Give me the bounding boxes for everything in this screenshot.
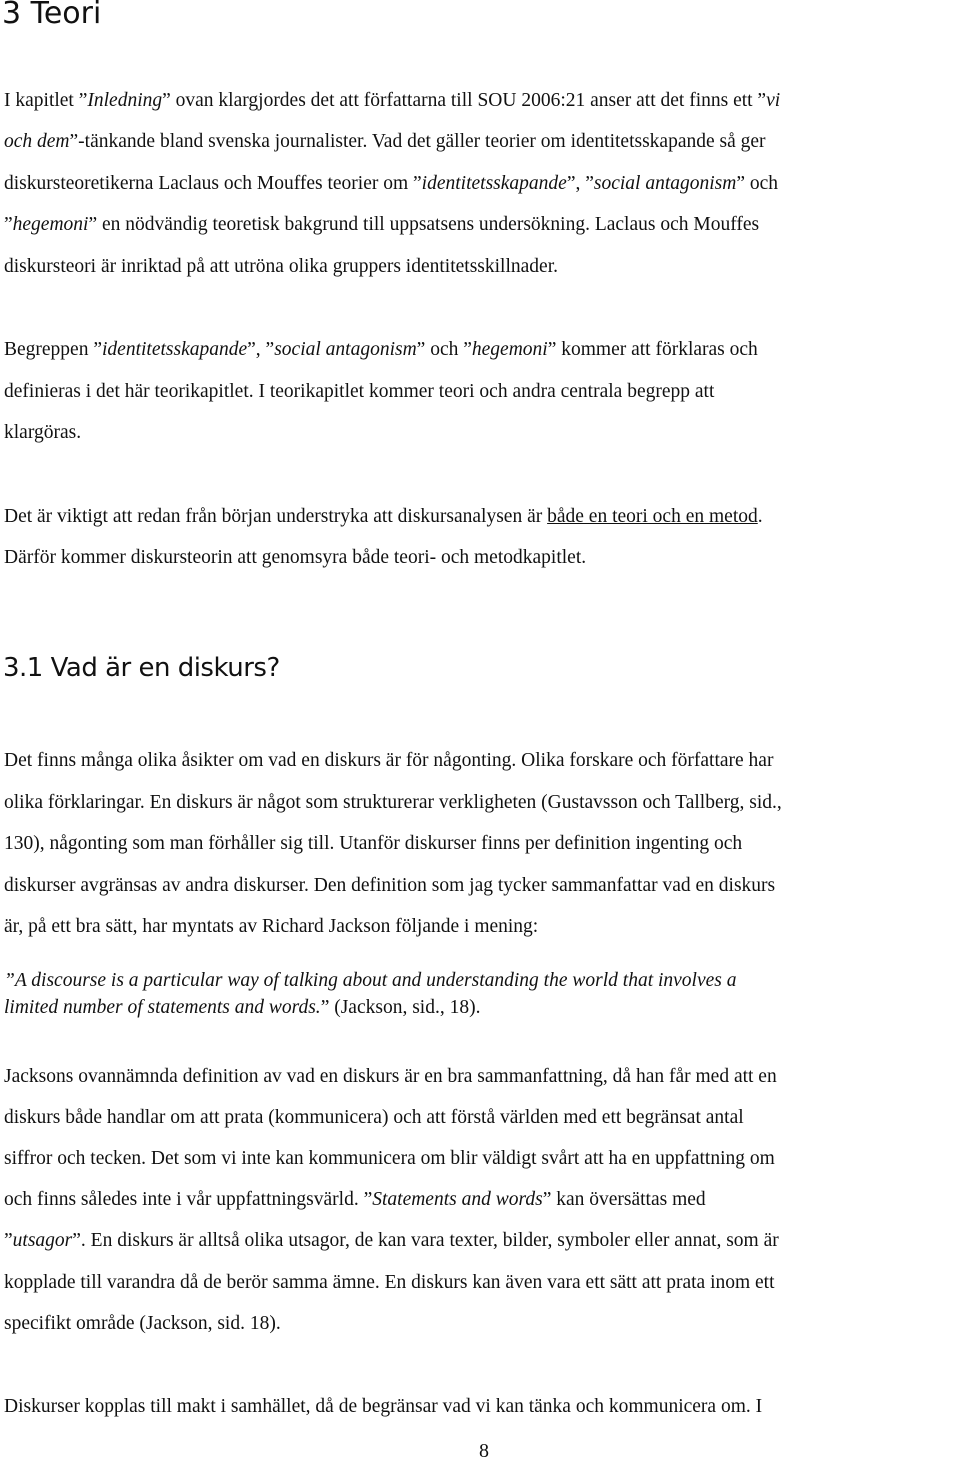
text-span: I kapitlet ” — [4, 90, 88, 111]
text-span: och finns således inte i vår uppfattningsvärld. ” — [4, 1189, 373, 1210]
italic-quote: ”A discourse is a particular way of talking about and understanding the world that involves a — [4, 970, 737, 991]
paragraph-1-line-2 — [4, 131, 766, 153]
italic-term-hegemoni: hegemoni — [12, 214, 89, 235]
italic-term-identitetsskapande: identitetsskapande — [102, 339, 248, 360]
paragraph-1-line-3 — [4, 173, 778, 195]
text-span: Begreppen ” — [4, 339, 102, 360]
citation: ” (Jackson, sid., 18). — [320, 997, 481, 1018]
italic-quote: limited number of statements and words. — [4, 997, 321, 1018]
text-span: ” kommer att förklaras och — [547, 339, 758, 360]
paragraph-2-line-2: definieras i det här teorikapitlet. I teorikapitlet kommer teori och andra centrala begrepp att — [4, 381, 715, 402]
paragraph-2-line-1 — [4, 339, 758, 361]
italic-term-social-antagonism: social antagonism — [274, 339, 417, 360]
text-span: ” — [4, 214, 13, 235]
paragraph-5-line-3: siffror och tecken. Det som vi inte kan kommunicera om blir väldigt svårt att ha en uppfattning om — [4, 1148, 775, 1169]
text-span: ” och ” — [416, 339, 472, 360]
text-span: ”. En diskurs är alltså olika utsagor, de kan vara texter, bilder, symboler eller annat, som är — [72, 1230, 779, 1251]
paragraph-4-line-4: diskurser avgränsas av andra diskurser. Den definition som jag tycker sammanfattar vad en diskurs — [4, 875, 776, 896]
paragraph-1-line-5: diskursteori är inriktad på att utröna olika gruppers identitetsskillnader. — [4, 256, 558, 277]
text-span: ”-tänkande bland svenska journalister. Vad det gäller teorier om identitetsskapande så ger — [69, 131, 766, 152]
chapter-heading: 3 Teori — [2, 0, 102, 31]
italic-term-identitetsskapande: identitetsskapande — [421, 173, 567, 194]
paragraph-4-line-5: är, på ett bra sätt, har myntats av Richard Jackson följande i mening: — [4, 916, 539, 937]
italic-term-utsagor: utsagor — [12, 1230, 73, 1251]
text-span: ” kan översättas med — [542, 1189, 706, 1210]
text-span: ” och — [736, 173, 779, 194]
italic-term-hegemoni: hegemoni — [471, 339, 548, 360]
text-span: ”, ” — [566, 173, 594, 194]
paragraph-1-line-1 — [4, 90, 780, 112]
italic-term-social-antagonism: social antagonism — [593, 173, 737, 194]
italic-term-inledning: Inledning — [87, 90, 163, 111]
text-span: . — [757, 506, 763, 527]
paragraph-4-line-1: Det finns många olika åsikter om vad en diskurs är för någonting. Olika forskare och författare har — [4, 750, 774, 771]
paragraph-4-line-2: olika förklaringar. En diskurs är något som strukturerar verkligheten (Gustavsson och Tallberg, sid., — [4, 792, 782, 813]
paragraph-5-line-2: diskurs både handlar om att prata (kommunicera) och att förstå världen med ett begränsat antal — [4, 1107, 744, 1128]
paragraph-5-line-5 — [4, 1230, 779, 1252]
text-span: ”, ” — [247, 339, 275, 360]
paragraph-5-line-6: kopplade till varandra då de berör samma ämne. En diskurs kan även vara ett sätt att prata inom ett — [4, 1272, 775, 1293]
text-span: ” — [4, 1230, 13, 1251]
page-number: 8 — [479, 1440, 489, 1462]
text-span: ” en nödvändig teoretisk bakgrund till uppsatsens undersökning. Laclaus och Mouffes — [88, 214, 760, 235]
quote-line-1 — [4, 970, 737, 992]
section-heading: 3.1 Vad är en diskurs? — [3, 653, 280, 683]
italic-term-statements-and-words: Statements and words — [372, 1189, 543, 1210]
paragraph-2-line-3: klargöras. — [4, 422, 82, 443]
paragraph-1-line-4 — [4, 214, 759, 236]
italic-term-vi: vi — [766, 90, 781, 111]
paragraph-4-line-3: 130), någonting som man förhåller sig till. Utanför diskurser finns per definition ingenting och — [4, 833, 743, 854]
text-span: Det är viktigt att redan från början understryka att diskursanalysen är — [4, 506, 548, 527]
paragraph-3-line-2: Därför kommer diskursteorin att genomsyra både teori- och metodkapitlet. — [4, 547, 587, 568]
paragraph-5-line-1: Jacksons ovannämnda definition av vad en diskurs är en bra sammanfattning, då han får med att en — [4, 1066, 777, 1087]
underlined-phrase: både en teori och en metod — [547, 506, 758, 527]
paragraph-6-line-1: Diskurser kopplas till makt i samhället, då de begränsar vad vi kan tänka och kommunicera om. I — [4, 1396, 763, 1417]
paragraph-5-line-7: specifikt område (Jackson, sid. 18). — [4, 1313, 281, 1334]
paragraph-3-line-1 — [4, 506, 763, 528]
quote-line-2 — [4, 997, 480, 1019]
italic-term-och-dem: och dem — [4, 131, 70, 152]
paragraph-5-line-4 — [4, 1189, 706, 1211]
text-span: diskursteoretikerna Laclaus och Mouffes teorier om ” — [4, 173, 422, 194]
text-span: ” ovan klargjordes det att författarna till SOU 2006:21 anser att det finns ett ” — [162, 90, 767, 111]
